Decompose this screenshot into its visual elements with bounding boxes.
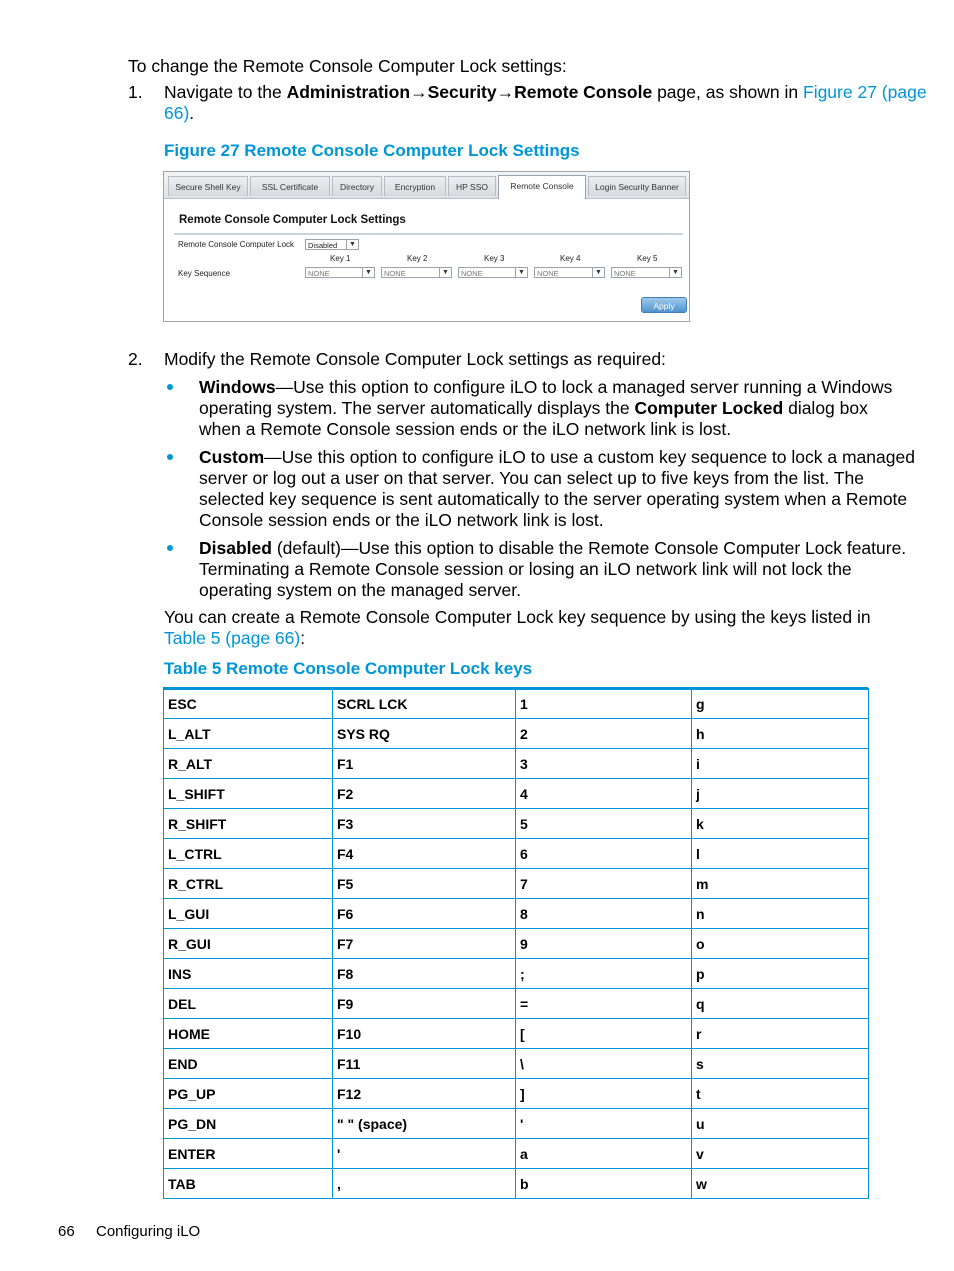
step1-end: . [189,103,195,123]
nav-arrow-2: → [496,82,515,102]
chevron-down-icon: ▼ [346,239,358,250]
table-cell: ' [516,1109,692,1139]
table-cell: q [692,989,869,1019]
step1-post: page, as shown in [652,82,803,102]
tab-ssl-certificate[interactable]: SSL Certificate [250,176,330,196]
table-cell: R_CTRL [164,869,333,899]
disabled-l1: (default)—Use this option to disable the Remote Console Computer Lock feature. [271,538,907,558]
section-name: Configuring iLO [96,1223,201,1240]
windows-line1 [199,377,892,398]
step2-text: Modify the Remote Console Computer Lock settings as required: [164,349,666,369]
table-cell: 5 [516,809,692,839]
table-cell: F3 [333,809,516,839]
table-cell: g [692,689,869,719]
tab-bar [164,172,689,199]
key2-select-value: NONE [384,269,406,278]
table-cell: t [692,1079,869,1109]
table-cell: 8 [516,899,692,929]
chevron-down-icon: ▼ [592,267,604,278]
table-cell: PG_DN [164,1109,333,1139]
table-row [164,1169,869,1199]
title-divider [174,233,683,235]
key3-select[interactable] [458,267,528,278]
table-cell: j [692,779,869,809]
key5-select-value: NONE [614,269,636,278]
table-row [164,1139,869,1169]
table-cell: F12 [333,1079,516,1109]
table-cell: h [692,719,869,749]
key-sequence-para-line2 [164,628,305,649]
key3-select-value: NONE [461,269,483,278]
key1-select-value: NONE [308,269,330,278]
table-cell: p [692,959,869,989]
disabled-line1 [199,538,906,559]
custom-line2: server or log out a user on that server. You can select up to five keys from the list. The [199,468,865,488]
custom-l1: —Use this option to configure iLO to use a custom key sequence to lock a managed [264,447,915,467]
table-cell: ENTER [164,1139,333,1169]
key4-select-value: NONE [537,269,559,278]
table-cell: = [516,989,692,1019]
intro-text: To change the Remote Console Computer Lock settings: [128,56,567,76]
table-cell: o [692,929,869,959]
chevron-down-icon: ▼ [362,267,374,278]
table-cell: F5 [333,869,516,899]
table-cell: \ [516,1049,692,1079]
custom-line3: selected key sequence is sent automatically to the server operating system when a Remote [199,489,908,509]
step1-line2 [164,103,194,124]
figure-27-link-cont[interactable]: 66) [164,103,190,123]
step1-number: 1. [128,82,143,102]
table-cell: INS [164,959,333,989]
table-cell: v [692,1139,869,1169]
custom-line1 [199,447,915,468]
table-cell: i [692,749,869,779]
table-cell: n [692,899,869,929]
table-cell: 4 [516,779,692,809]
table-cell: L_GUI [164,899,333,929]
table-row [164,749,869,779]
tab-secure-shell-key[interactable]: Secure Shell Key [168,176,248,196]
table-cell: F4 [333,839,516,869]
chevron-down-icon: ▼ [669,267,681,278]
table-cell: a [516,1139,692,1169]
page-number: 66 [58,1223,75,1240]
windows-l2a: operating system. The server automatically displays the [199,398,635,418]
table-cell: R_GUI [164,929,333,959]
keys-table [163,688,869,1199]
nav-security: Security [427,82,497,102]
bullet-icon [167,545,173,551]
lock-select[interactable] [305,239,359,250]
lock-label: Remote Console Computer Lock [178,240,295,249]
table-cell: , [333,1169,516,1199]
figure-caption: Figure 27 Remote Console Computer Lock Settings [164,141,580,160]
tab-remote-console[interactable]: Remote Console [498,175,586,199]
table-row [164,689,869,719]
table-row [164,839,869,869]
bullet-icon [167,384,173,390]
table-cell: 2 [516,719,692,749]
table-row [164,899,869,929]
step1-pre: Navigate to the [164,82,287,102]
windows-l2c: dialog box [783,398,868,418]
table-cell: k [692,809,869,839]
table-cell: ] [516,1079,692,1109]
table-cell: END [164,1049,333,1079]
table-row [164,809,869,839]
para-end: : [300,628,306,648]
table-row [164,989,869,1019]
nav-administration: Administration [286,82,411,102]
table-cell: " " (space) [333,1109,516,1139]
bullet-icon [167,454,173,460]
table-cell: [ [516,1019,692,1049]
figure-27-link[interactable]: Figure 27 (page [803,82,927,102]
table-cell: R_SHIFT [164,809,333,839]
table-top-rule [163,687,868,690]
table-row [164,719,869,749]
table-cell: F2 [333,779,516,809]
windows-line3: when a Remote Console session ends or the iLO network link is lost. [199,419,732,439]
table-cell: m [692,869,869,899]
tab-login-security-banner[interactable]: Login Security Banner [588,176,686,196]
table-cell: SYS RQ [333,719,516,749]
table-cell: l [692,839,869,869]
table-5-link[interactable]: Table 5 (page 66) [164,628,301,648]
table-row [164,869,869,899]
table-cell: 7 [516,869,692,899]
table-cell: TAB [164,1169,333,1199]
table-row [164,959,869,989]
apply-button[interactable]: Apply [641,297,687,313]
key5-header: Key 5 [637,254,658,263]
step1-text [164,82,927,103]
table-cell: F10 [333,1019,516,1049]
key2-header: Key 2 [407,254,428,263]
windows-line2 [199,398,868,419]
custom-line4: Console session ends or the iLO network link is lost. [199,510,604,530]
table-row [164,929,869,959]
table-cell: L_ALT [164,719,333,749]
remote-console-screenshot [163,171,690,322]
table-cell: F11 [333,1049,516,1079]
table-cell: 6 [516,839,692,869]
table-cell: F6 [333,899,516,929]
table-cell: F8 [333,959,516,989]
table-cell: 1 [516,689,692,719]
table-cell: R_ALT [164,749,333,779]
table-row [164,779,869,809]
nav-remote-console: Remote Console [514,82,653,102]
computer-locked-term: Computer Locked [634,398,784,418]
table-cell: F7 [333,929,516,959]
table-cell: L_CTRL [164,839,333,869]
tab-hp-sso[interactable]: HP SSO [448,176,496,196]
disabled-line3: operating system on the managed server. [199,580,521,600]
key-sequence-label: Key Sequence [178,269,231,278]
table-cell: ESC [164,689,333,719]
custom-term: Custom [199,447,265,467]
key3-header: Key 3 [484,254,505,263]
settings-title: Remote Console Computer Lock Settings [179,214,406,226]
table-cell: PG_UP [164,1079,333,1109]
table-cell: SCRL LCK [333,689,516,719]
table-row [164,1109,869,1139]
table-cell: 9 [516,929,692,959]
table-cell: F9 [333,989,516,1019]
tab-directory[interactable]: Directory [332,176,382,196]
table-cell: ' [333,1139,516,1169]
table-cell: L_SHIFT [164,779,333,809]
key-sequence-para: You can create a Remote Console Computer Lock key sequence by using the keys listed in [164,607,871,627]
chevron-down-icon: ▼ [515,267,527,278]
keys-table-body [164,689,869,1199]
table-cell: b [516,1169,692,1199]
table-cell: w [692,1169,869,1199]
table-cell: DEL [164,989,333,1019]
key1-select[interactable] [305,267,375,278]
table-row [164,1019,869,1049]
table-cell: ; [516,959,692,989]
table-cell: 3 [516,749,692,779]
key5-select[interactable] [611,267,682,278]
nav-arrow-1: → [410,82,428,102]
table-cell: s [692,1049,869,1079]
tab-encryption[interactable]: Encryption [384,176,446,196]
step2-number: 2. [128,349,143,369]
key2-select[interactable] [381,267,452,278]
key4-header: Key 4 [560,254,581,263]
table-caption: Table 5 Remote Console Computer Lock keys [164,659,533,678]
table-cell: u [692,1109,869,1139]
lock-select-value: Disabled [308,241,338,250]
table-cell: F1 [333,749,516,779]
chevron-down-icon: ▼ [439,267,451,278]
table-cell: HOME [164,1019,333,1049]
table-row [164,1079,869,1109]
windows-term: Windows [199,377,276,397]
disabled-line2: Terminating a Remote Console session or losing an iLO network link will not lock the [199,559,852,579]
table-row [164,1049,869,1079]
windows-l1: —Use this option to configure iLO to lock a managed server running a Windows [275,377,893,397]
disabled-term: Disabled [199,538,272,558]
key1-header: Key 1 [330,254,351,263]
key4-select[interactable] [534,267,605,278]
table-cell: r [692,1019,869,1049]
